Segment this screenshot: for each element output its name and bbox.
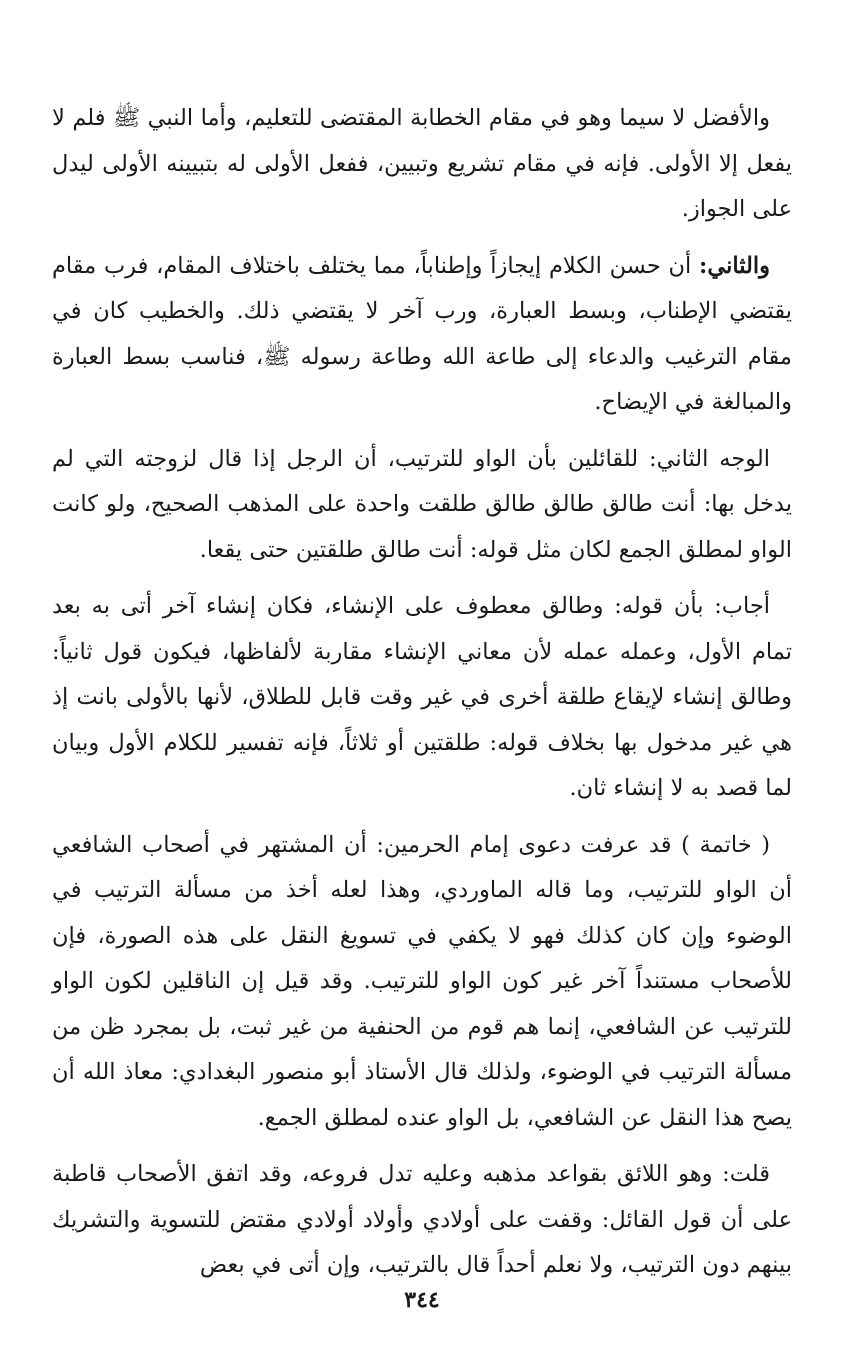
paragraph-6 — [52, 1152, 792, 1289]
page-body — [52, 96, 792, 1296]
paragraph-1 — [52, 96, 792, 233]
paragraph-1-text: والأفضل لا سيما وهو في مقام الخطابة المقتضى للتعليم، وأما النبي ﷺ فلم لا يفعل إلا الأولى. فإنه في مقام تشريع وتبيين، ففعل الأولى له بتبيينه الأولى ليدل على الجواز. — [52, 105, 792, 222]
paragraph-4-text: أجاب: بأن قوله: وطالق معطوف على الإنشاء، فكان إنشاء آخر أتى به بعد تمام الأول، وعمله عمله لأن معاني الإنشاء مقاربة لألفاظها، فيكون قول ثانياً: وطالق إنشاء لإيقاع طلقة أخرى في غير وقت قابل للطلاق، لأنها بالأولى بانت إذ هي غير مدخول بها بخلاف قوله: طلقتين أو ثلاثاً، فإنه تفسير للكلام الأول وبيان لما قصد به لا إنشاء ثان. — [52, 593, 792, 801]
paragraph-3 — [52, 437, 792, 574]
paragraph-4 — [52, 584, 792, 812]
page-number: ٣٤٤ — [404, 1287, 440, 1313]
paragraph-3-text: الوجه الثاني: للقائلين بأن الواو للترتيب، أن الرجل إذا قال لزوجته التي لم يدخل بها: أنت طالق طالق طالق طلقت واحدة على المذهب الصحيح، ولو كانت الواو لمطلق الجمع لكان مثل قوله: أنت طالق طلقتين حتى يقعا. — [52, 445, 792, 563]
paragraph-5-text: ( خاتمة ) قد عرفت دعوى إمام الحرمين: أن المشتهر في أصحاب الشافعي أن الواو للترتيب، وما قاله الماوردي، وهذا لعله أخذ من مسألة الترتيب في الوضوء وإن كان كذلك فهو لا يكفي في تسويغ النقل على هذه الصورة، فإن للأصحاب مستنداً آخر غير كون الواو للترتيب. وقد قيل إن الناقلين لكون الواو للترتيب عن الشافعي، إنما هم قوم من الحنفية من غير ثبت، بل بمجرد ظن من مسألة الترتيب في الوضوء، ولذلك قال الأستاذ أبو منصور البغدادي: معاذ الله أن يصح هذا النقل عن الشافعي، بل الواو عنده لمطلق الجمع. — [52, 831, 792, 1131]
paragraph-5 — [52, 823, 792, 1142]
paragraph-2-lead: والثاني: — [699, 252, 770, 279]
paragraph-2-text: أن حسن الكلام إيجازاً وإطناباً، مما يختلف باختلاف المقام، فرب مقام يقتضي الإطناب، وبسط العبارة، ورب آخر لا يقتضي ذلك. والخطيب كان في مقام الترغيب والدعاء إلى طاعة الله وطاعة رسوله ﷺ، فناسب بسط العبارة والمبالغة في الإيضاح. — [52, 252, 792, 415]
paragraph-2 — [52, 244, 792, 426]
paragraph-6-text: قلت: وهو اللائق بقواعد مذهبه وعليه تدل فروعه، وقد اتفق الأصحاب قاطبة على أن قول القائل: وقفت على أولادي وأولاد أولادي مقتض للتسوية والتشريك بينهم دون الترتيب، ولا نعلم أحداً قال بالترتيب، وإن أتى في بعض — [52, 1161, 792, 1278]
